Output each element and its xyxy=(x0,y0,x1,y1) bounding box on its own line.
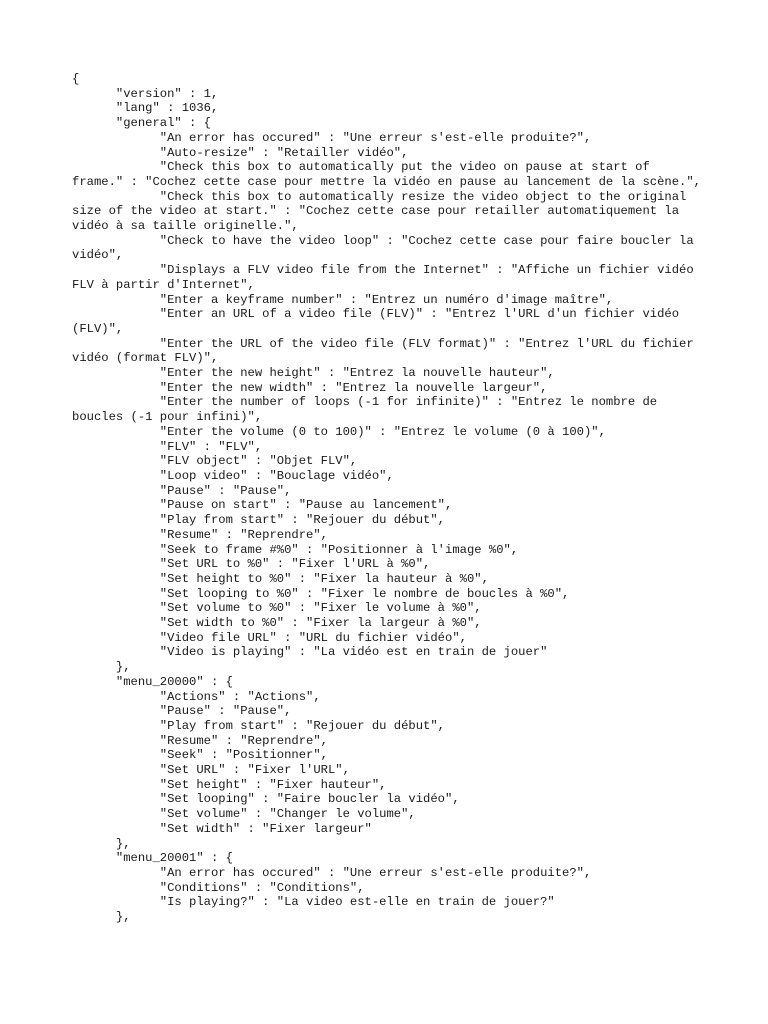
text-line: "Play from start" : "Rejouer du début", xyxy=(72,513,445,528)
text-line: { xyxy=(72,72,80,86)
text-line: "Set looping" : "Faire boucler la vidéo", xyxy=(72,792,460,807)
text-line: "Set height" : "Fixer hauteur", xyxy=(72,777,387,792)
text-line: "Actions" : "Actions", xyxy=(72,689,321,704)
text-line: "An error has occured" : "Une erreur s'est-elle produite?", xyxy=(72,865,592,880)
text-line: "Set looping to %0" : "Fixer le nombre de boucles à %0", xyxy=(72,586,570,601)
text-line: "version" : 1, xyxy=(72,86,219,101)
text-line: "Displays a FLV video file from the Internet" : "Affiche un fichier vidéo FLV à partir d'Internet", xyxy=(72,263,701,292)
text-line: "general" : { xyxy=(72,116,211,131)
text-line: }, xyxy=(72,836,131,851)
text-line: "Auto-resize" : "Retailler vidéo", xyxy=(72,145,409,160)
text-line: "FLV" : "FLV", xyxy=(72,439,263,454)
text-line: "Pause" : "Pause", xyxy=(72,483,292,498)
text-line: "Enter a keyframe number" : "Entrez un numéro d'image maître", xyxy=(72,292,614,307)
text-line: "FLV object" : "Objet FLV", xyxy=(72,454,358,469)
text-line: "Seek" : "Positionner", xyxy=(72,748,328,763)
text-line: "Enter the new width" : "Entrez la nouvelle largeur", xyxy=(72,380,548,395)
text-line: "Check this box to automatically put the video on pause at start of frame." : "Cochez cette case pour mettre la vidéo en pause au lancement de la scène.", xyxy=(72,160,701,189)
text-line: "Video is playing" : "La vidéo est en train de jouer" xyxy=(72,645,548,660)
text-line: "Loop video" : "Bouclage vidéo", xyxy=(72,468,394,483)
text-line: "Set URL" : "Fixer l'URL", xyxy=(72,763,350,778)
text-line: "Pause" : "Pause", xyxy=(72,704,292,719)
text-line: }, xyxy=(72,910,131,925)
text-line: "Pause on start" : "Pause au lancement", xyxy=(72,498,453,513)
text-line: "Set width to %0" : "Fixer la largeur à %0", xyxy=(72,616,482,631)
text-line: "Enter the volume (0 to 100)" : "Entrez le volume (0 à 100)", xyxy=(72,424,606,439)
text-line: "menu_20001" : { xyxy=(72,851,233,866)
text-line: "Video file URL" : "URL du fichier vidéo", xyxy=(72,630,467,645)
text-line: "Enter the number of loops (-1 for infinite)" : "Entrez le nombre de boucles (-1 pour infini)", xyxy=(72,395,665,425)
text-line: "An error has occured" : "Une erreur s'est-elle produite?", xyxy=(72,130,592,145)
text-line: "Seek to frame #%0" : "Positionner à l'image %0", xyxy=(72,542,519,557)
text-line: "Conditions" : "Conditions", xyxy=(72,880,365,895)
text-line: "Set volume" : "Changer le volume", xyxy=(72,807,416,822)
text-line: "lang" : 1036, xyxy=(72,101,219,116)
text-line: "Set width" : "Fixer largeur" xyxy=(72,821,372,836)
document-body xyxy=(72,72,702,925)
text-line: "menu_20000" : { xyxy=(72,674,233,689)
text-line: "Enter the URL of the video file (FLV format)" : "Entrez l'URL du fichier vidéo (format FLV)", xyxy=(72,336,701,366)
text-line: "Set volume to %0" : "Fixer le volume à %0", xyxy=(72,601,482,616)
text-line: "Set height to %0" : "Fixer la hauteur à %0", xyxy=(72,571,489,586)
text-line: "Play from start" : "Rejouer du début", xyxy=(72,718,445,733)
text-line: "Resume" : "Reprendre", xyxy=(72,733,328,748)
text-line: "Resume" : "Reprendre", xyxy=(72,527,328,542)
text-line: }, xyxy=(72,660,131,675)
text-line: "Check this box to automatically resize the video object to the original size of the video at start." : "Cochez cette case pour retailler automatiquement la vidéo à sa taille originelle.", xyxy=(72,189,694,234)
text-line: "Check to have the video loop" : "Cochez cette case pour faire boucler la vidéo", xyxy=(72,233,701,263)
text-line: "Enter an URL of a video file (FLV)" : "Entrez l'URL d'un fichier vidéo (FLV)", xyxy=(72,307,687,336)
text-line: "Set URL to %0" : "Fixer l'URL à %0", xyxy=(72,557,431,572)
text-line: "Enter the new height" : "Entrez la nouvelle hauteur", xyxy=(72,366,555,381)
text-line: "Is playing?" : "La video est-elle en train de jouer?" xyxy=(72,895,555,910)
